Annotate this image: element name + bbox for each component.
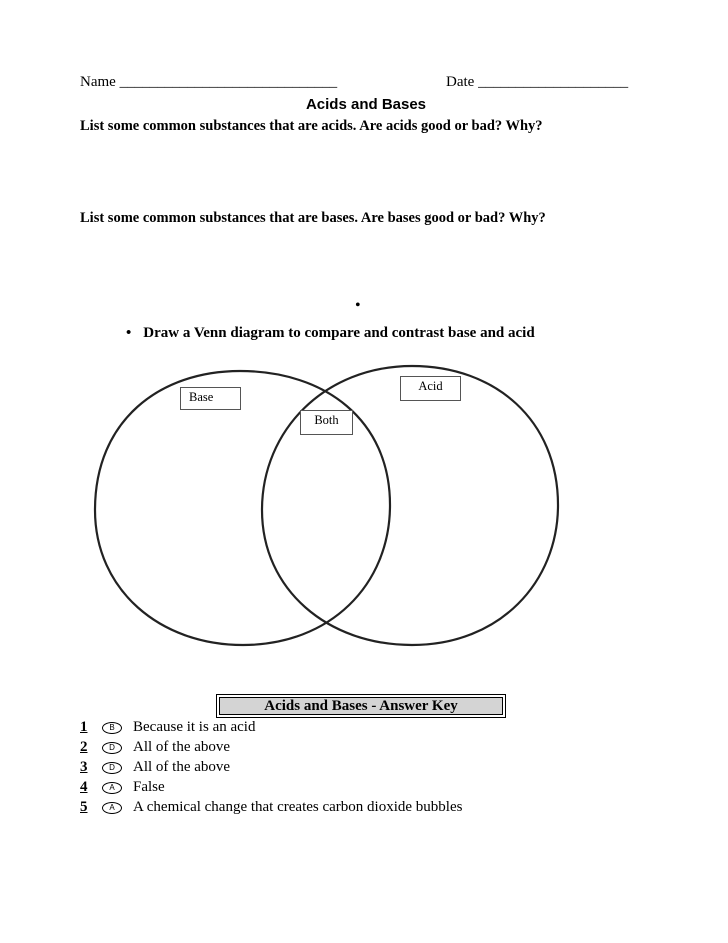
answer-number: 3 bbox=[80, 759, 88, 775]
answer-text: All of the above bbox=[133, 759, 231, 775]
name-blank: _____________________________ bbox=[119, 74, 338, 90]
answer-bubble: D bbox=[102, 762, 122, 774]
venn-label-both: Both bbox=[300, 410, 353, 435]
answer-text: False bbox=[133, 779, 165, 795]
answer-number: 1 bbox=[80, 719, 88, 735]
date-blank: ____________________ bbox=[478, 74, 629, 90]
answer-text: Because it is an acid bbox=[133, 719, 256, 735]
answer-key-title: Acids and Bases - Answer Key bbox=[219, 697, 503, 715]
empty-bullet: • bbox=[355, 297, 361, 314]
venn-label-base: Base bbox=[180, 387, 241, 410]
bullet-dot: • bbox=[126, 325, 132, 341]
answer-bubble: B bbox=[102, 722, 122, 734]
question-bases: List some common substances that are bases. Are bases good or bad? Why? bbox=[80, 210, 546, 226]
answer-bubble: A bbox=[102, 802, 122, 814]
answer-number: 4 bbox=[80, 779, 88, 795]
answer-number: 5 bbox=[80, 799, 88, 815]
venn-circle-acid bbox=[262, 366, 558, 645]
question-acids: List some common substances that are acids. Are acids good or bad? Why? bbox=[80, 118, 543, 134]
venn-label-acid: Acid bbox=[400, 376, 461, 401]
date-label: Date bbox=[446, 74, 475, 90]
answer-number: 2 bbox=[80, 739, 88, 755]
answer-text: All of the above bbox=[133, 739, 231, 755]
answer-bubble: A bbox=[102, 782, 122, 794]
instruction-text: Draw a Venn diagram to compare and contrast base and acid bbox=[143, 325, 535, 341]
worksheet-title: Acids and Bases bbox=[305, 96, 427, 113]
answer-bubble: D bbox=[102, 742, 122, 754]
answer-key-header bbox=[216, 694, 506, 718]
answer-text: A chemical change that creates carbon dioxide bubbles bbox=[133, 799, 463, 815]
name-label: Name bbox=[80, 74, 116, 90]
